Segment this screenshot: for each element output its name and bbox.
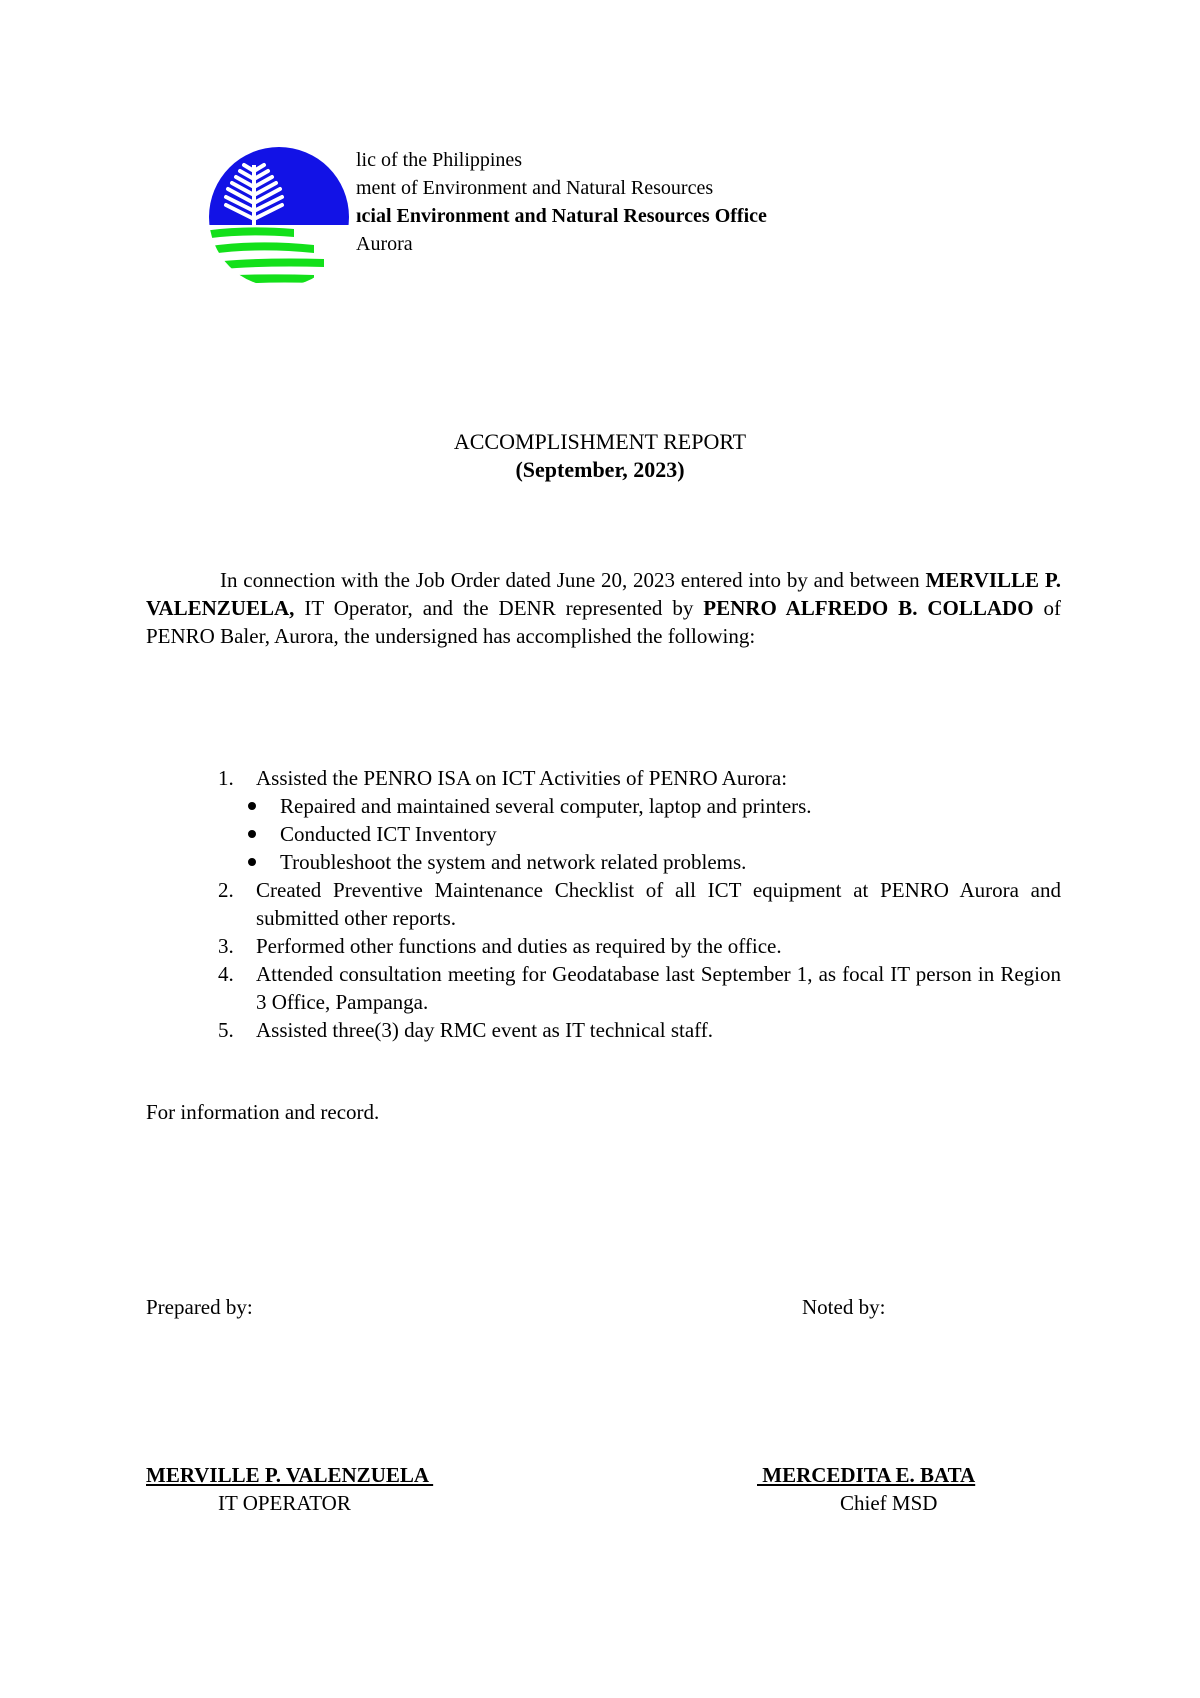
letterhead-line-4: Aurora xyxy=(356,233,413,255)
intro-text-3: of PENRO Baler, Aurora, the undersigned has accomplished the following: xyxy=(146,596,1061,648)
intro-text-2: IT Operator, and the DENR represented by xyxy=(294,596,704,620)
list-number: 2. xyxy=(218,878,234,902)
list-number: 1. xyxy=(218,766,234,790)
noted-by-label: Noted by: xyxy=(802,1295,886,1319)
intro-bold-2: PENRO ALFREDO B. COLLADO xyxy=(703,596,1034,620)
prepared-by-position: IT OPERATOR xyxy=(218,1491,351,1515)
list-item xyxy=(208,764,1061,792)
sub-list-item xyxy=(160,820,1061,848)
sub-list-item-text: Repaired and maintained several computer, laptop and printers. xyxy=(280,794,812,818)
sub-list-item-text: Troubleshoot the system and network related problems. xyxy=(280,850,747,874)
sub-list-item xyxy=(160,848,1061,876)
list-number: 3. xyxy=(218,934,234,958)
bullet-icon xyxy=(248,802,256,810)
bullet-icon xyxy=(248,858,256,866)
letterhead xyxy=(356,146,1056,258)
accomplishment-list xyxy=(208,764,1061,1044)
closing-note: For information and record. xyxy=(146,1100,380,1124)
letterhead-line-1: lic of the Philippines xyxy=(356,149,523,171)
letterhead-line-3: ıcial Environment and Natural Resources Office xyxy=(356,205,767,227)
sub-list-item xyxy=(160,792,1061,820)
bullet-icon xyxy=(248,830,256,838)
list-item-text: Assisted three(3) day RMC event as IT technical staff. xyxy=(256,1018,714,1042)
intro-text-1: In connection with the Job Order dated June 20, 2023 entered into by and between xyxy=(220,568,926,592)
list-item-text: Created Preventive Maintenance Checklist of all ICT equipment at PENRO Aurora and submitted other reports. xyxy=(256,878,1061,930)
list-item-text: Assisted the PENRO ISA on ICT Activities of PENRO Aurora: xyxy=(256,766,788,790)
prepared-by-label: Prepared by: xyxy=(146,1295,253,1319)
list-item xyxy=(208,876,1061,932)
list-number: 5. xyxy=(218,1018,234,1042)
list-item xyxy=(208,932,1061,960)
sub-list-item-text: Conducted ICT Inventory xyxy=(280,822,497,846)
prepared-by-name: MERVILLE P. VALENZUELA xyxy=(146,1463,434,1487)
report-period: (September, 2023) xyxy=(515,457,685,482)
denr-logo-icon xyxy=(204,147,354,287)
noted-by-name: MERCEDITA E. BATA xyxy=(757,1463,976,1487)
list-item xyxy=(208,960,1061,1016)
intro-paragraph xyxy=(146,566,1061,650)
list-number: 4. xyxy=(218,962,234,986)
list-item-text: Attended consultation meeting for Geodatabase last September 1, as focal IT person in Region 3 Office, Pampanga. xyxy=(256,962,1061,1014)
noted-by-position: Chief MSD xyxy=(840,1491,938,1515)
intro-bold-1: MERVILLE P. VALENZUELA, xyxy=(146,568,1061,620)
list-item xyxy=(208,1016,1061,1044)
report-title: ACCOMPLISHMENT REPORT xyxy=(453,429,747,454)
list-item-text: Performed other functions and duties as required by the office. xyxy=(256,934,782,958)
letterhead-line-2: ment of Environment and Natural Resources xyxy=(356,177,714,199)
